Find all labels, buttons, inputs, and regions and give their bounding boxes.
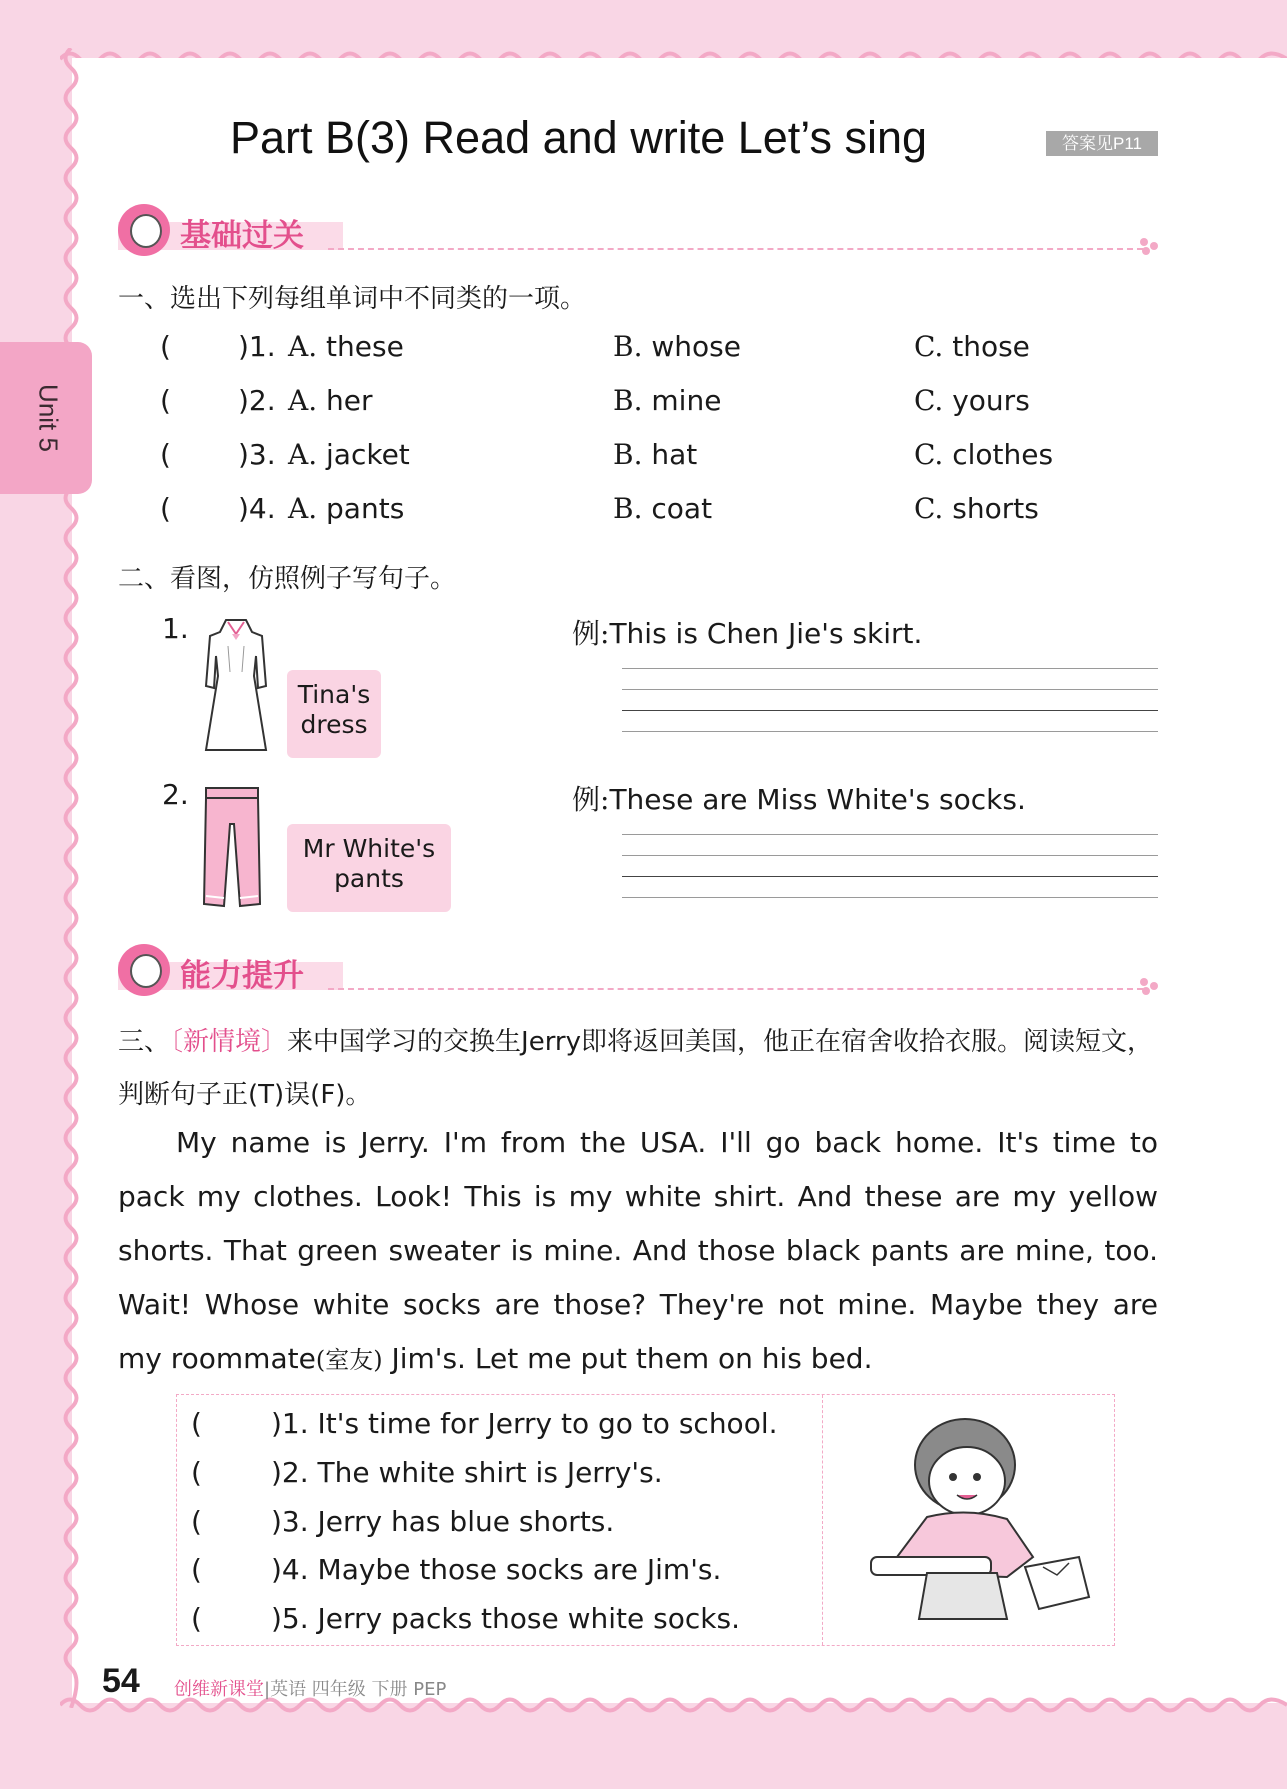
tf-statement-4 <box>191 1553 721 1586</box>
option-word: whose <box>651 330 741 363</box>
statement-text: )3. Jerry has blue shorts. <box>271 1505 615 1538</box>
writing-lines-2[interactable] <box>622 814 1158 898</box>
tf-statement-3 <box>191 1505 614 1538</box>
section-label: 基础过关 <box>180 218 304 254</box>
q2-example-2 <box>572 778 1026 818</box>
name-tag-line: dress <box>300 710 368 739</box>
q1-row-3 <box>160 438 1160 478</box>
option-a <box>288 330 404 363</box>
option-label: A. <box>288 492 318 525</box>
option-label: C. <box>914 330 944 363</box>
writing-lines-1[interactable] <box>622 648 1158 732</box>
writing-line <box>622 814 1158 835</box>
item-number: )4. <box>238 492 276 525</box>
true-false-box <box>176 1394 1115 1646</box>
writing-line <box>622 711 1158 732</box>
name-tag-mr-whites-pants <box>287 824 451 912</box>
q3-context-tag: 〔新情境〕 <box>170 1027 288 1057</box>
option-label: C. <box>914 384 944 417</box>
writing-line <box>622 877 1158 898</box>
footer-book-info: 英语 四年级 下册 PEP <box>270 1679 447 1700</box>
footer-separator: | <box>264 1679 271 1700</box>
option-word: these <box>326 330 404 363</box>
unit-side-tab <box>0 342 92 494</box>
statement-text: )5. Jerry packs those white socks. <box>271 1602 740 1635</box>
footer-brand: 创维新课堂 <box>174 1679 264 1700</box>
option-label: B. <box>613 492 643 525</box>
cartoon-face-icon <box>118 204 170 256</box>
example-sentence: These are Miss White's socks. <box>609 783 1026 816</box>
option-b <box>613 384 721 417</box>
boy-packing-clothes-illustration <box>857 1407 1097 1633</box>
answer-blank[interactable]: ( <box>191 1456 202 1489</box>
answer-blank[interactable]: ( <box>191 1602 202 1635</box>
answer-blank[interactable]: ( <box>191 1407 202 1440</box>
section-header-basic <box>118 204 1158 258</box>
option-c <box>914 330 1030 363</box>
q1-row-1 <box>160 330 1160 370</box>
option-word: hat <box>651 438 698 471</box>
q2-item-number: 1. <box>162 612 189 645</box>
answer-blank[interactable]: ( <box>160 492 171 525</box>
option-word: shorts <box>952 492 1039 525</box>
section-header-advanced <box>118 944 1158 998</box>
q2-heading: 二、看图，仿照例子写句子。 <box>118 564 457 594</box>
answer-blank[interactable]: ( <box>191 1505 202 1538</box>
item-number: )1. <box>238 330 276 363</box>
option-label: A. <box>288 330 318 363</box>
box-divider <box>822 1395 823 1645</box>
option-word: clothes <box>952 438 1054 471</box>
passage-gloss: (室友) <box>315 1346 383 1374</box>
writing-line <box>622 669 1158 690</box>
option-word: her <box>326 384 373 417</box>
q2-example-1 <box>572 612 922 652</box>
option-word: jacket <box>326 438 410 471</box>
name-tag-line: Mr White's <box>302 834 436 863</box>
option-label: B. <box>613 438 643 471</box>
option-a <box>288 384 373 417</box>
statement-text: )1. It's time for Jerry to go to school. <box>271 1407 778 1440</box>
answer-reference-badge: 答案见P11 <box>1046 131 1158 156</box>
option-label: A. <box>288 438 318 471</box>
section-label: 能力提升 <box>180 958 304 994</box>
q2-item-number: 2. <box>162 778 189 811</box>
cartoon-face-icon <box>118 944 170 996</box>
statement-text: )4. Maybe those socks are Jim's. <box>271 1553 722 1586</box>
footer-info <box>174 1675 446 1701</box>
page-title: Part B(3) Read and write Let’s sing <box>230 112 928 163</box>
example-label: 例: <box>572 617 610 650</box>
option-b <box>613 438 697 471</box>
example-sentence: This is Chen Jie's skirt. <box>609 617 923 650</box>
answer-blank[interactable]: ( <box>160 330 171 363</box>
option-b <box>613 492 712 525</box>
option-a <box>288 438 410 471</box>
writing-line <box>622 648 1158 669</box>
option-c <box>914 438 1053 471</box>
q3-prefix: 三、 <box>118 1027 171 1057</box>
option-label: C. <box>914 438 944 471</box>
option-label: B. <box>613 384 643 417</box>
reading-passage <box>118 1116 1158 1387</box>
option-word: coat <box>651 492 713 525</box>
option-word: yours <box>952 384 1030 417</box>
writing-line <box>622 856 1158 877</box>
page-number: 54 <box>102 1662 140 1700</box>
name-tag-tinas-dress <box>287 670 381 758</box>
option-b <box>613 330 741 363</box>
wavy-left-border <box>60 48 82 1708</box>
option-label: A. <box>288 384 318 417</box>
name-tag-line: Tina's <box>297 680 371 709</box>
unit-tab-label: Unit 5 <box>33 384 64 452</box>
item-number: )3. <box>238 438 276 471</box>
example-label: 例: <box>572 783 610 816</box>
dashed-divider <box>328 988 1143 990</box>
dashed-divider <box>328 248 1143 250</box>
dots-decoration-icon <box>1140 238 1162 254</box>
answer-blank[interactable]: ( <box>160 384 171 417</box>
writing-line <box>622 835 1158 856</box>
option-word: pants <box>326 492 405 525</box>
tf-statement-2 <box>191 1456 663 1489</box>
name-tag-line: pants <box>334 864 404 893</box>
statement-text: )2. The white shirt is Jerry's. <box>271 1456 663 1489</box>
option-c <box>914 492 1039 525</box>
dress-icon <box>200 616 272 756</box>
option-c <box>914 384 1030 417</box>
answer-blank[interactable]: ( <box>160 438 171 471</box>
q1-row-2 <box>160 384 1160 424</box>
option-label: C. <box>914 492 944 525</box>
q1-heading: 一、选出下列每组单词中不同类的一项。 <box>118 284 587 314</box>
q1-row-4 <box>160 492 1160 532</box>
answer-blank[interactable]: ( <box>191 1553 202 1586</box>
item-number: )2. <box>238 384 276 417</box>
writing-line <box>622 690 1158 711</box>
passage-text: Jim's. Let me put them on his bed. <box>382 1342 873 1375</box>
q3-heading <box>118 1016 1158 1122</box>
option-a <box>288 492 404 525</box>
option-label: B. <box>613 330 643 363</box>
passage-text: My name is Jerry. I'm from the USA. I'll go back home. It's time to pack my clothes. Look! This is my white shirt. And these are my yellow shorts. That green sweater is mine. And those black pants are mine, too. Wait! Whose white socks are those? They're not mine. Maybe they are my roommate <box>118 1126 1158 1375</box>
q3-instruction: 来中国学习的交换生Jerry即将返回美国，他正在宿舍收拾衣服。阅读短文，判断句子正(T)误(F)。 <box>118 1027 1154 1110</box>
tf-statement-1 <box>191 1407 778 1440</box>
tf-statement-5 <box>191 1602 740 1635</box>
option-word: those <box>952 330 1030 363</box>
pants-icon <box>200 784 264 910</box>
option-word: mine <box>651 384 722 417</box>
dots-decoration-icon <box>1140 978 1162 994</box>
